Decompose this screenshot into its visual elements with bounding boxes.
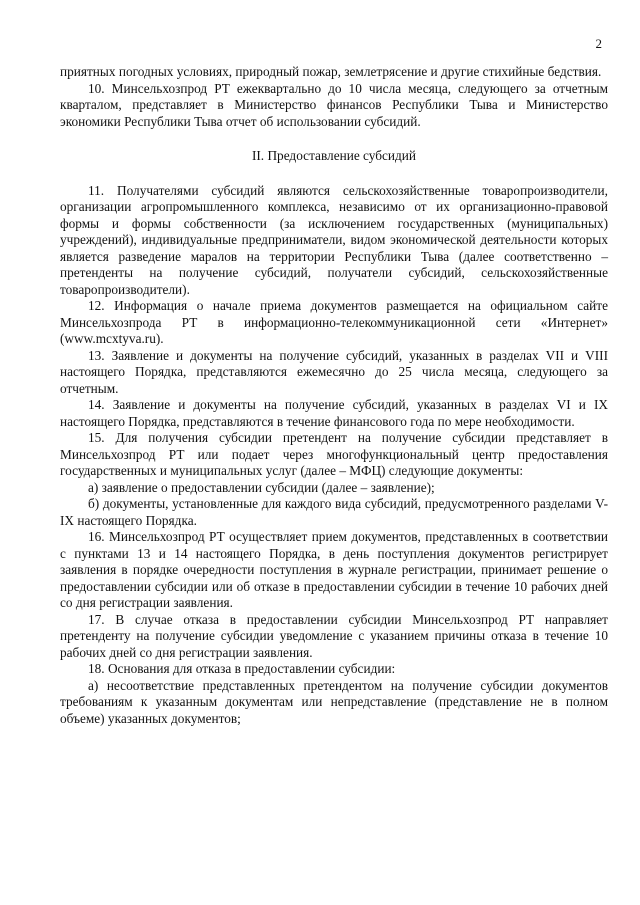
paragraph-15: 15. Для получения субсидии претендент на получение субсидии представляет в Минсельхозпрод РТ или подает через многофункциональный центр предоставления государственных и муниципальных услуг (далее – МФЦ) следующие документы: [60,430,608,478]
page-number: 2 [595,36,602,51]
paragraph-13: 13. Заявление и документы на получение субсидий, указанных в разделах VII и VIII настоящего Порядка, представляются ежемесячно до 25 числа месяца, следующего за отчетным. [60,347,608,396]
paragraph-continuation: приятных погодных условиях, природный пожар, землетрясение и другие стихийные бедствия. [60,64,602,79]
paragraph-18a: а) несоответствие представленных претендентом на получение субсидии документов требованиям к указанным документам или непредставление (представление не в полном объеме) указанных документов; [60,677,608,726]
paragraph-15a: а) заявление о предоставлении субсидии (далее – заявление); [88,479,435,495]
paragraph-18: 18. Основания для отказа в предоставлении субсидии: [88,661,396,676]
paragraph-14: 14. Заявление и документы на получение субсидий, указанных в разделах VI и IX настоящего Порядка, представляются в течение финансового года по мере необходимости. [60,397,608,429]
document-body [60,64,608,727]
paragraph-11: 11. Получателями субсидий являются сельскохозяйственные товаропроизводители, организации агропромышленного комплекса, независимо от их организационно-правовой формы и формы собственности (за исключением государственных (муниципальных) учреждений), индивидуальные предприниматели, видом экономической деятельности которых является разведение маралов на территории Республики Тыва (далее соответственно – претенденты на получение субсидий, получатели субсидий, сельскохозяйственные товаропроизводители). [60,182,608,297]
paragraph-16: 16. Минсельхозпрод РТ осуществляет прием документов, представленных в соответствии с пунктами 13 и 14 настоящего Порядка, в день поступления документов регистрирует заявления в порядке очередности поступления в журнале регистрации, принимает решение о предоставлении субсидии или об отказе в предоставлении субсидии в течение 10 рабочих дней со дня регистрации заявления. [60,529,608,610]
section-heading: II. Предоставление субсидий [251,148,417,163]
paragraph-17: 17. В случае отказа в предоставлении субсидии Минсельхозпрод РТ направляет претенденту на получение субсидии уведомление с указанием причины отказа в течение 10 рабочих дней со дня регистрации заявления. [60,611,608,660]
paragraph-15b: б) документы, установленные для каждого вида субсидий, предусмотренного разделами V- IX настоящего Порядка. [60,496,608,528]
paragraph-12: 12. Информация о начале приема документов размещается на официальном сайте Минсельхозпрода РТ в информационно-телекоммуникационной сети «Интернет» (www.mcxtyva.ru). [60,298,608,346]
paragraph-10: 10. Минсельхозпрод РТ ежеквартально до 10 числа месяца, следующего за отчетным кварталом, представляет в Министерство финансов Республики Тыва и Министерство экономики Республики Тыва отчет об использовании субсидий. [60,80,608,129]
